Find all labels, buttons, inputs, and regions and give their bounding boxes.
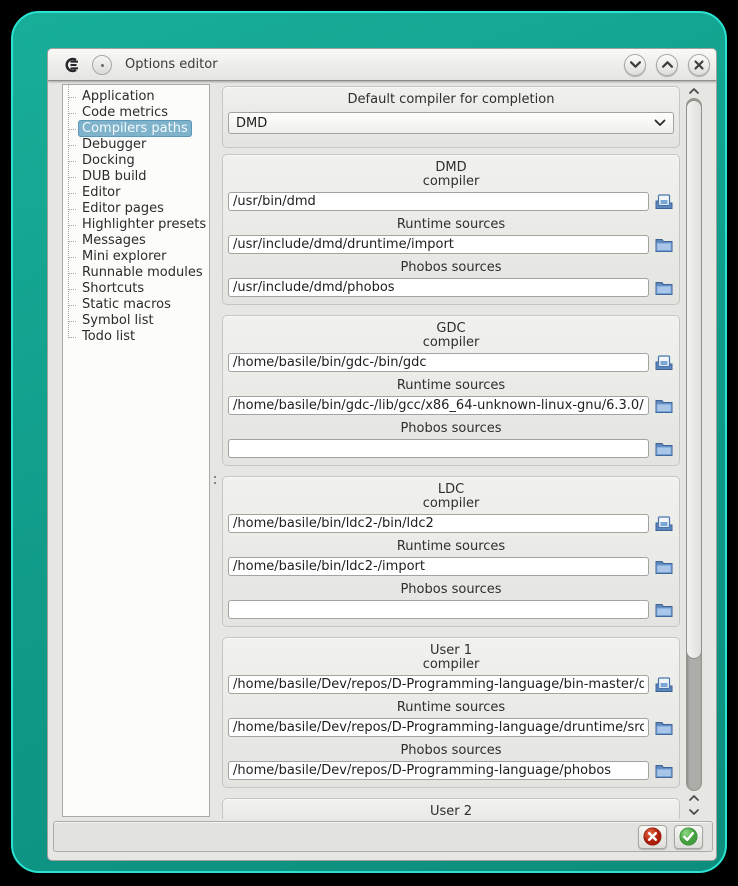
user2-group	[222, 798, 680, 819]
open-folder-button[interactable]	[654, 236, 674, 253]
open-folder-button[interactable]	[654, 279, 674, 296]
open-file-icon	[655, 677, 673, 693]
sidebar-item-symbol-list[interactable]: Symbol list	[63, 313, 209, 329]
user1-runtime-sources-input[interactable]	[228, 718, 649, 737]
sidebar-item-shortcuts[interactable]: Shortcuts	[63, 281, 209, 297]
gdc-group	[222, 315, 680, 466]
sidebar-item-messages[interactable]: Messages	[63, 233, 209, 249]
open-folder-button[interactable]	[654, 762, 674, 779]
chevron-up-icon	[689, 795, 699, 801]
gdc-phobos-sources-input[interactable]	[228, 439, 649, 458]
sidebar-item-runnable-modules[interactable]: Runnable modules	[63, 265, 209, 281]
open-folder-icon	[655, 237, 673, 252]
open-folder-icon	[655, 280, 673, 295]
field-label: Runtime sources	[396, 539, 506, 554]
window-title: Options editor	[125, 57, 218, 72]
group-title: DMD	[435, 160, 467, 175]
open-folder-icon	[655, 398, 673, 413]
sidebar-item-docking[interactable]: Docking	[63, 153, 209, 169]
sidebar-item-mini-explorer[interactable]: Mini explorer	[63, 249, 209, 265]
field-label: Phobos sources	[400, 260, 502, 275]
titlebar	[48, 49, 716, 81]
sidebar-item-todo-list[interactable]: Todo list	[63, 329, 209, 345]
open-file-icon	[655, 194, 673, 210]
compilers-paths-panel	[220, 84, 682, 819]
sidebar-item-editor[interactable]: Editor	[63, 185, 209, 201]
open-file-button[interactable]	[654, 354, 674, 371]
ldc-phobos-sources-input[interactable]	[228, 600, 649, 619]
default-compiler-select[interactable]	[228, 112, 674, 134]
dmd-group	[222, 154, 680, 305]
field-label: Runtime sources	[396, 700, 506, 715]
chevron-down-icon	[630, 61, 641, 68]
ok-icon	[679, 827, 698, 846]
dmd-compiler-input[interactable]	[228, 192, 649, 211]
dmd-runtime-sources-input[interactable]	[228, 235, 649, 254]
dmd-phobos-sources-input[interactable]	[228, 278, 649, 297]
open-file-button[interactable]	[654, 515, 674, 532]
open-folder-button[interactable]	[654, 397, 674, 414]
open-folder-button[interactable]	[654, 601, 674, 618]
footer-bar	[53, 821, 713, 852]
open-folder-icon	[655, 720, 673, 735]
scroll-down-button[interactable]	[686, 805, 702, 819]
group-title: Default compiler for completion	[347, 92, 555, 107]
default-compiler-group	[222, 86, 680, 148]
open-file-icon	[655, 355, 673, 371]
field-label: compiler	[422, 496, 480, 511]
scrollbar-thumb[interactable]	[686, 100, 702, 659]
field-label: Runtime sources	[396, 217, 506, 232]
gdc-compiler-input[interactable]	[228, 353, 649, 372]
gdc-runtime-sources-input[interactable]	[228, 396, 649, 415]
user1-group	[222, 637, 680, 788]
maximize-button[interactable]	[656, 54, 678, 76]
sidebar-item-application[interactable]: Application	[63, 89, 209, 105]
scroll-up-button[interactable]	[686, 84, 702, 98]
user1-compiler-input[interactable]	[228, 675, 649, 694]
open-folder-button[interactable]	[654, 558, 674, 575]
open-file-icon	[655, 516, 673, 532]
cancel-icon	[643, 827, 662, 846]
group-title: GDC	[436, 321, 466, 336]
panel-scrollbar[interactable]	[686, 84, 702, 819]
sidebar-splitter[interactable]	[211, 84, 220, 817]
group-title: LDC	[437, 482, 465, 497]
sidebar-item-code-metrics[interactable]: Code metrics	[63, 105, 209, 121]
open-folder-icon	[655, 441, 673, 456]
group-title: User 2	[429, 804, 473, 819]
open-file-button[interactable]	[654, 193, 674, 210]
categories-tree	[62, 84, 210, 817]
sidebar-item-debugger[interactable]: Debugger	[63, 137, 209, 153]
ok-button[interactable]	[674, 825, 703, 849]
open-folder-button[interactable]	[654, 719, 674, 736]
close-icon	[694, 60, 704, 70]
group-title: User 1	[429, 643, 473, 658]
chevron-up-icon	[689, 88, 699, 94]
window-frame	[11, 11, 727, 873]
ldc-runtime-sources-input[interactable]	[228, 557, 649, 576]
open-folder-icon	[655, 559, 673, 574]
user1-phobos-sources-input[interactable]	[228, 761, 649, 780]
open-folder-icon	[655, 763, 673, 778]
ldc-group	[222, 476, 680, 627]
field-label: Phobos sources	[400, 743, 502, 758]
sidebar-item-editor-pages[interactable]: Editor pages	[63, 201, 209, 217]
open-folder-icon	[655, 602, 673, 617]
cancel-button[interactable]	[638, 825, 667, 849]
selected-compiler-value: DMD	[236, 115, 268, 131]
sidebar-item-dub-build[interactable]: DUB build	[63, 169, 209, 185]
scroll-up-button-bottom[interactable]	[686, 791, 702, 805]
field-label: Phobos sources	[400, 421, 502, 436]
chevron-down-icon	[689, 809, 699, 815]
field-label: compiler	[422, 335, 480, 350]
minimize-button[interactable]	[624, 54, 646, 76]
field-label: compiler	[422, 657, 480, 672]
field-label: Runtime sources	[396, 378, 506, 393]
close-button[interactable]	[688, 54, 710, 76]
chevron-up-icon	[662, 61, 673, 68]
ldc-compiler-input[interactable]	[228, 514, 649, 533]
chevron-down-icon	[654, 119, 666, 127]
window-menu-button[interactable]	[92, 55, 112, 75]
sidebar-item-compilers-paths[interactable]: Compilers paths	[63, 121, 209, 137]
open-folder-button[interactable]	[654, 440, 674, 457]
open-file-button[interactable]	[654, 676, 674, 693]
sidebar-item-static-macros[interactable]: Static macros	[63, 297, 209, 313]
coedit-logo-icon	[61, 57, 81, 73]
window-controls	[624, 54, 710, 76]
options-editor-window	[47, 48, 717, 861]
sidebar-item-highlighter-presets[interactable]: Highlighter presets	[63, 217, 209, 233]
field-label: compiler	[422, 174, 480, 189]
field-label: Phobos sources	[400, 582, 502, 597]
